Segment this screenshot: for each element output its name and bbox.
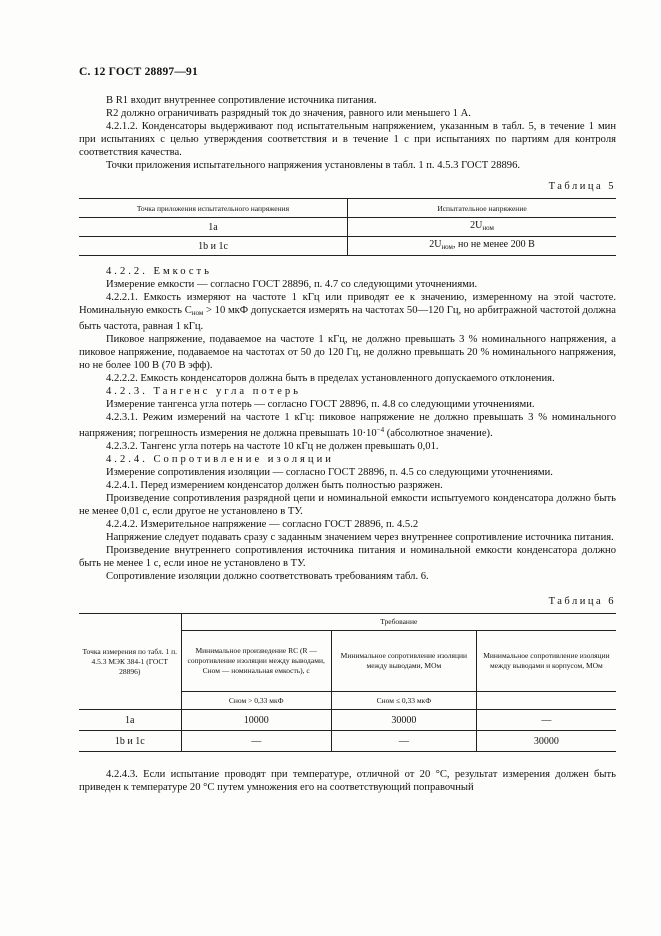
paragraph: Сопротивление изоляции должно соответствовать требованиям табл. 6.	[106, 571, 429, 582]
table6-condition-empty	[476, 692, 616, 710]
paragraph: Измерение сопротивления изоляции — согласно ГОСТ 28896, п. 4.5 со следующими уточнениями.	[106, 467, 553, 478]
section-4-2-4-title: 4.2.4. Сопротивление изоляции	[106, 454, 334, 465]
table6-header-to-case: Минимальное сопротивление изоляции между выводами и корпусом, МОм	[476, 631, 616, 692]
table5-header-voltage: Испытательное напряжение	[348, 199, 617, 218]
paragraph-4-2-2-1: 4.2.2.1. Емкость измеряют на частоте 1 кГц или приводят ее к значению, измеренному на этой частоте. Номинальную емкость $C_{ном} > 10$ мкФ допускается измерять на частотах 50—120 Гц, но арбитражной частотой должна быть частота, равная 1 кГц.	[79, 292, 616, 332]
page-header: С. 12 ГОСТ 28897—91	[79, 66, 198, 78]
paragraph-4-2-1-2: 4.2.1.2. Конденсаторы выдерживают под испытательным напряжением, указанным в табл. 5, в течение 1 мин при испытаниях с целью утверждения соответствия и в течение 1 с при испытаниях по партиям для контроля соответствия качества.	[79, 121, 616, 158]
table6-cell: —	[331, 731, 476, 752]
paragraph-4-2-2-2: 4.2.2.2. Емкость конденсаторов должна быть в пределах установленного допускаемого отклонения.	[106, 373, 555, 384]
table6-header-point: Точка измерения по табл. 1 п. 4.5.3 МЭК 384-1 (ГОСТ 28896)	[79, 614, 181, 710]
table6-condition-2: Cном ≤ 0,33 мкФ	[331, 692, 476, 710]
paragraph-r2: R2 должно ограничивать разрядный ток до значения, равного или меньшего 1 А.	[106, 108, 471, 119]
paragraph: Пиковое напряжение, подаваемое на частоте 1 кГц, не должно превышать 3 % номинального напряжения, а пиковое напряжение, подаваемое на частотах от 50 до 120 Гц, не должно превышать 20 % номинального напряжения, но не более 100 В (70 В эфф).	[79, 334, 616, 371]
paragraph: Произведение сопротивления разрядной цепи и номинальной емкости испытуемого конденсатора должно быть не менее 0,01 с, если другое не установлено в ТУ.	[79, 493, 616, 517]
table6-header-group: Требование	[181, 614, 616, 631]
table-row	[79, 237, 616, 256]
table6-caption: Таблица 6	[548, 596, 616, 607]
table-row	[79, 218, 616, 237]
table6-cell: 30000	[331, 710, 476, 731]
paragraph-r1: В R1 входит внутреннее сопротивление источника питания.	[106, 95, 377, 106]
paragraph-4-2-4-2: 4.2.4.2. Измерительное напряжение — согласно ГОСТ 28896, п. 4.5.2	[106, 519, 419, 530]
paragraph: Произведение внутреннего сопротивления источника питания и номинальной емкости конденсатора должно быть не менее 1 с, если иное не установлено в ТУ.	[79, 545, 616, 569]
table6-header-rc: Минимальное произведение RC (R — сопротивление изоляции между выводами, Cном — номинальная емкость), с	[181, 631, 331, 692]
table-5	[79, 198, 616, 256]
paragraph-4-2-3-1: 4.2.3.1. Режим измерений на частоте 1 кГц: пиковое напряжение не должно превышать 3 % номинального напряжения; погрешность измерения не должна превышать $10\cdot 10^{-4}$ (абсолютное значение).	[79, 412, 616, 439]
section-4-2-3-title: 4.2.3. Тангенс угла потерь	[106, 386, 302, 397]
table6-condition-1: Cном > 0,33 мкФ	[181, 692, 331, 710]
table5-caption: Таблица 5	[548, 181, 616, 192]
table5-cell: 1а	[79, 218, 348, 237]
paragraph-4-2-3-2: 4.2.3.2. Тангенс угла потерь на частоте 10 кГц не должен превышать 0,01.	[106, 441, 439, 452]
paragraph-test-points: Точки приложения испытательного напряжения установлены в табл. 1 п. 4.5.3 ГОСТ 28896.	[106, 160, 521, 171]
table6-cell: 10000	[181, 710, 331, 731]
table-row	[79, 710, 616, 731]
table5-header-point: Точка приложения испытательного напряжения	[79, 199, 348, 218]
table5-cell: $2U_{ном}$	[348, 218, 617, 237]
section-4-2-2-title: 4.2.2. Емкость	[106, 266, 212, 277]
paragraph-4-2-4-3: 4.2.4.3. Если испытание проводят при температуре, отличной от 20 °С, результат измерения должен быть приведен к температуре 20 °С путем умножения его на соответствующий поправочный	[79, 769, 616, 793]
table6-cell: —	[541, 714, 552, 726]
paragraph: Измерение емкости — согласно ГОСТ 28896, п. 4.7 со следующими уточнениями.	[106, 279, 478, 290]
paragraph: Измерение тангенса угла потерь — согласно ГОСТ 28896, п. 4.8 со следующими уточнениями.	[106, 399, 535, 410]
table5-cell: 1b и 1c	[79, 237, 348, 256]
document-page	[79, 66, 616, 794]
table5-cell: $2U_{ном}$, но не менее 200 В	[429, 239, 535, 251]
table6-cell: —	[181, 731, 331, 752]
table6-cell: 1b и 1c	[79, 731, 181, 752]
table-6	[79, 613, 616, 752]
paragraph-4-2-4-1: 4.2.4.1. Перед измерением конденсатор должен быть полностью разряжен.	[106, 480, 443, 491]
table-row	[79, 731, 616, 752]
table6-cell: 30000	[533, 735, 559, 747]
paragraph: Напряжение следует подавать сразу с заданным значением через внутреннее сопротивление источника питания.	[106, 532, 614, 543]
table6-cell: 1а	[79, 710, 181, 731]
table6-header-between-leads: Минимальное сопротивление изоляции между выводами, МОм	[331, 631, 476, 692]
